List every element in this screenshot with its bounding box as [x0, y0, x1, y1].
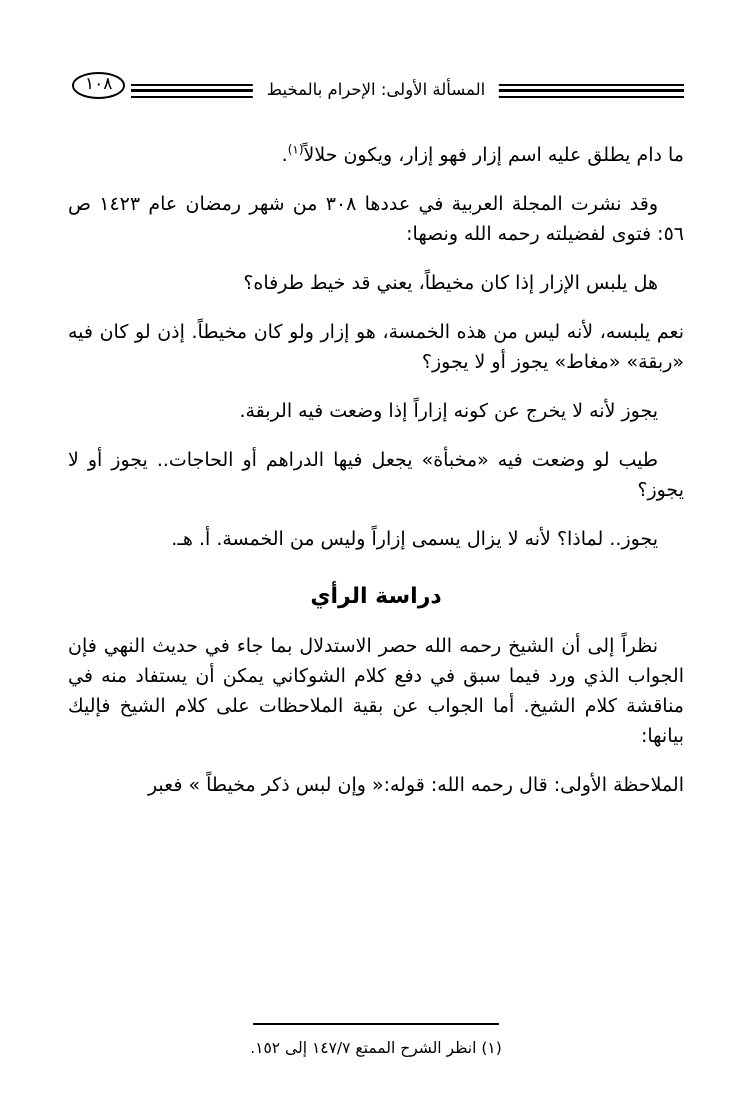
section-heading: دراسة الرأي	[310, 584, 442, 610]
paragraph: طيب لو وضعت فيه «مخبأة» يجعل فيها الدراهم أو الحاجات.. يجوز أو لا يجوز؟	[68, 449, 684, 502]
paragraph: هل يلبس الإزار إذا كان مخيطاً، يعني قد خيط طرفاه؟	[243, 272, 658, 295]
footnote-area	[68, 1023, 684, 1060]
paragraph: نظراً إلى أن الشيخ رحمه الله حصر الاستدلال بما جاء في حديث النهي فإن الجواب الذي ورد فيما سبق في دفع كلام الشوكاني يمكن أن يستفاد منه في مناقشة كلام الشيخ. أما الجواب عن بقية الملاحظات على كلام الشيخ فإليك بيانها:	[68, 635, 684, 748]
footnote-separator	[253, 1023, 499, 1025]
header-dash-line	[654, 89, 684, 92]
header-dash-ornament	[654, 84, 684, 98]
page-header	[68, 70, 684, 114]
paragraph: الملاحظة الأولى: قال رحمه الله: قوله:« وإن لبس ذكر مخيطاً » فعبر	[147, 774, 684, 797]
paragraph: ما دام يطلق عليه اسم إزار فهو إزار، ويكون حلالاً$^{(١)}$.	[281, 142, 684, 166]
footnote-reference: (١)	[287, 142, 304, 157]
paragraph: وقد نشرت المجلة العربية في عددها ٣٠٨ من شهر رمضان عام ١٤٢٣ ص ٥٦: فتوى لفضيلته رحمه الله ونصها:	[68, 193, 684, 246]
paragraph-text: ما دام يطلق عليه اسم إزار فهو إزار، ويكون حلالاً	[303, 144, 684, 166]
page-body	[68, 140, 684, 819]
page-number-container	[68, 72, 131, 99]
header-dash-line	[654, 96, 684, 98]
footnote-text: (١) انظر الشرح الممتع ١٤٧/٧ إلى ١٥٢.	[250, 1038, 502, 1057]
header-title-container	[253, 70, 499, 110]
paragraph: نعم يلبسه، لأنه ليس من هذه الخمسة، هو إزار ولو كان مخيطاً. إذن لو كان فيه «ربقة» «مغاط» يجوز أو لا يجوز؟	[68, 321, 684, 374]
running-head-title: المسألة الأولى: الإحرام بالمخيط	[266, 80, 486, 99]
header-dash-line	[654, 84, 684, 86]
paragraph: يجوز لأنه لا يخرج عن كونه إزاراً إذا وضعت فيه الربقة.	[239, 400, 658, 423]
paragraph: يجوز.. لماذا؟ لأنه لا يزال يسمى إزاراً وليس من الخمسة. أ. هـ.	[171, 528, 658, 551]
page-number: ١٠٨	[72, 72, 125, 99]
